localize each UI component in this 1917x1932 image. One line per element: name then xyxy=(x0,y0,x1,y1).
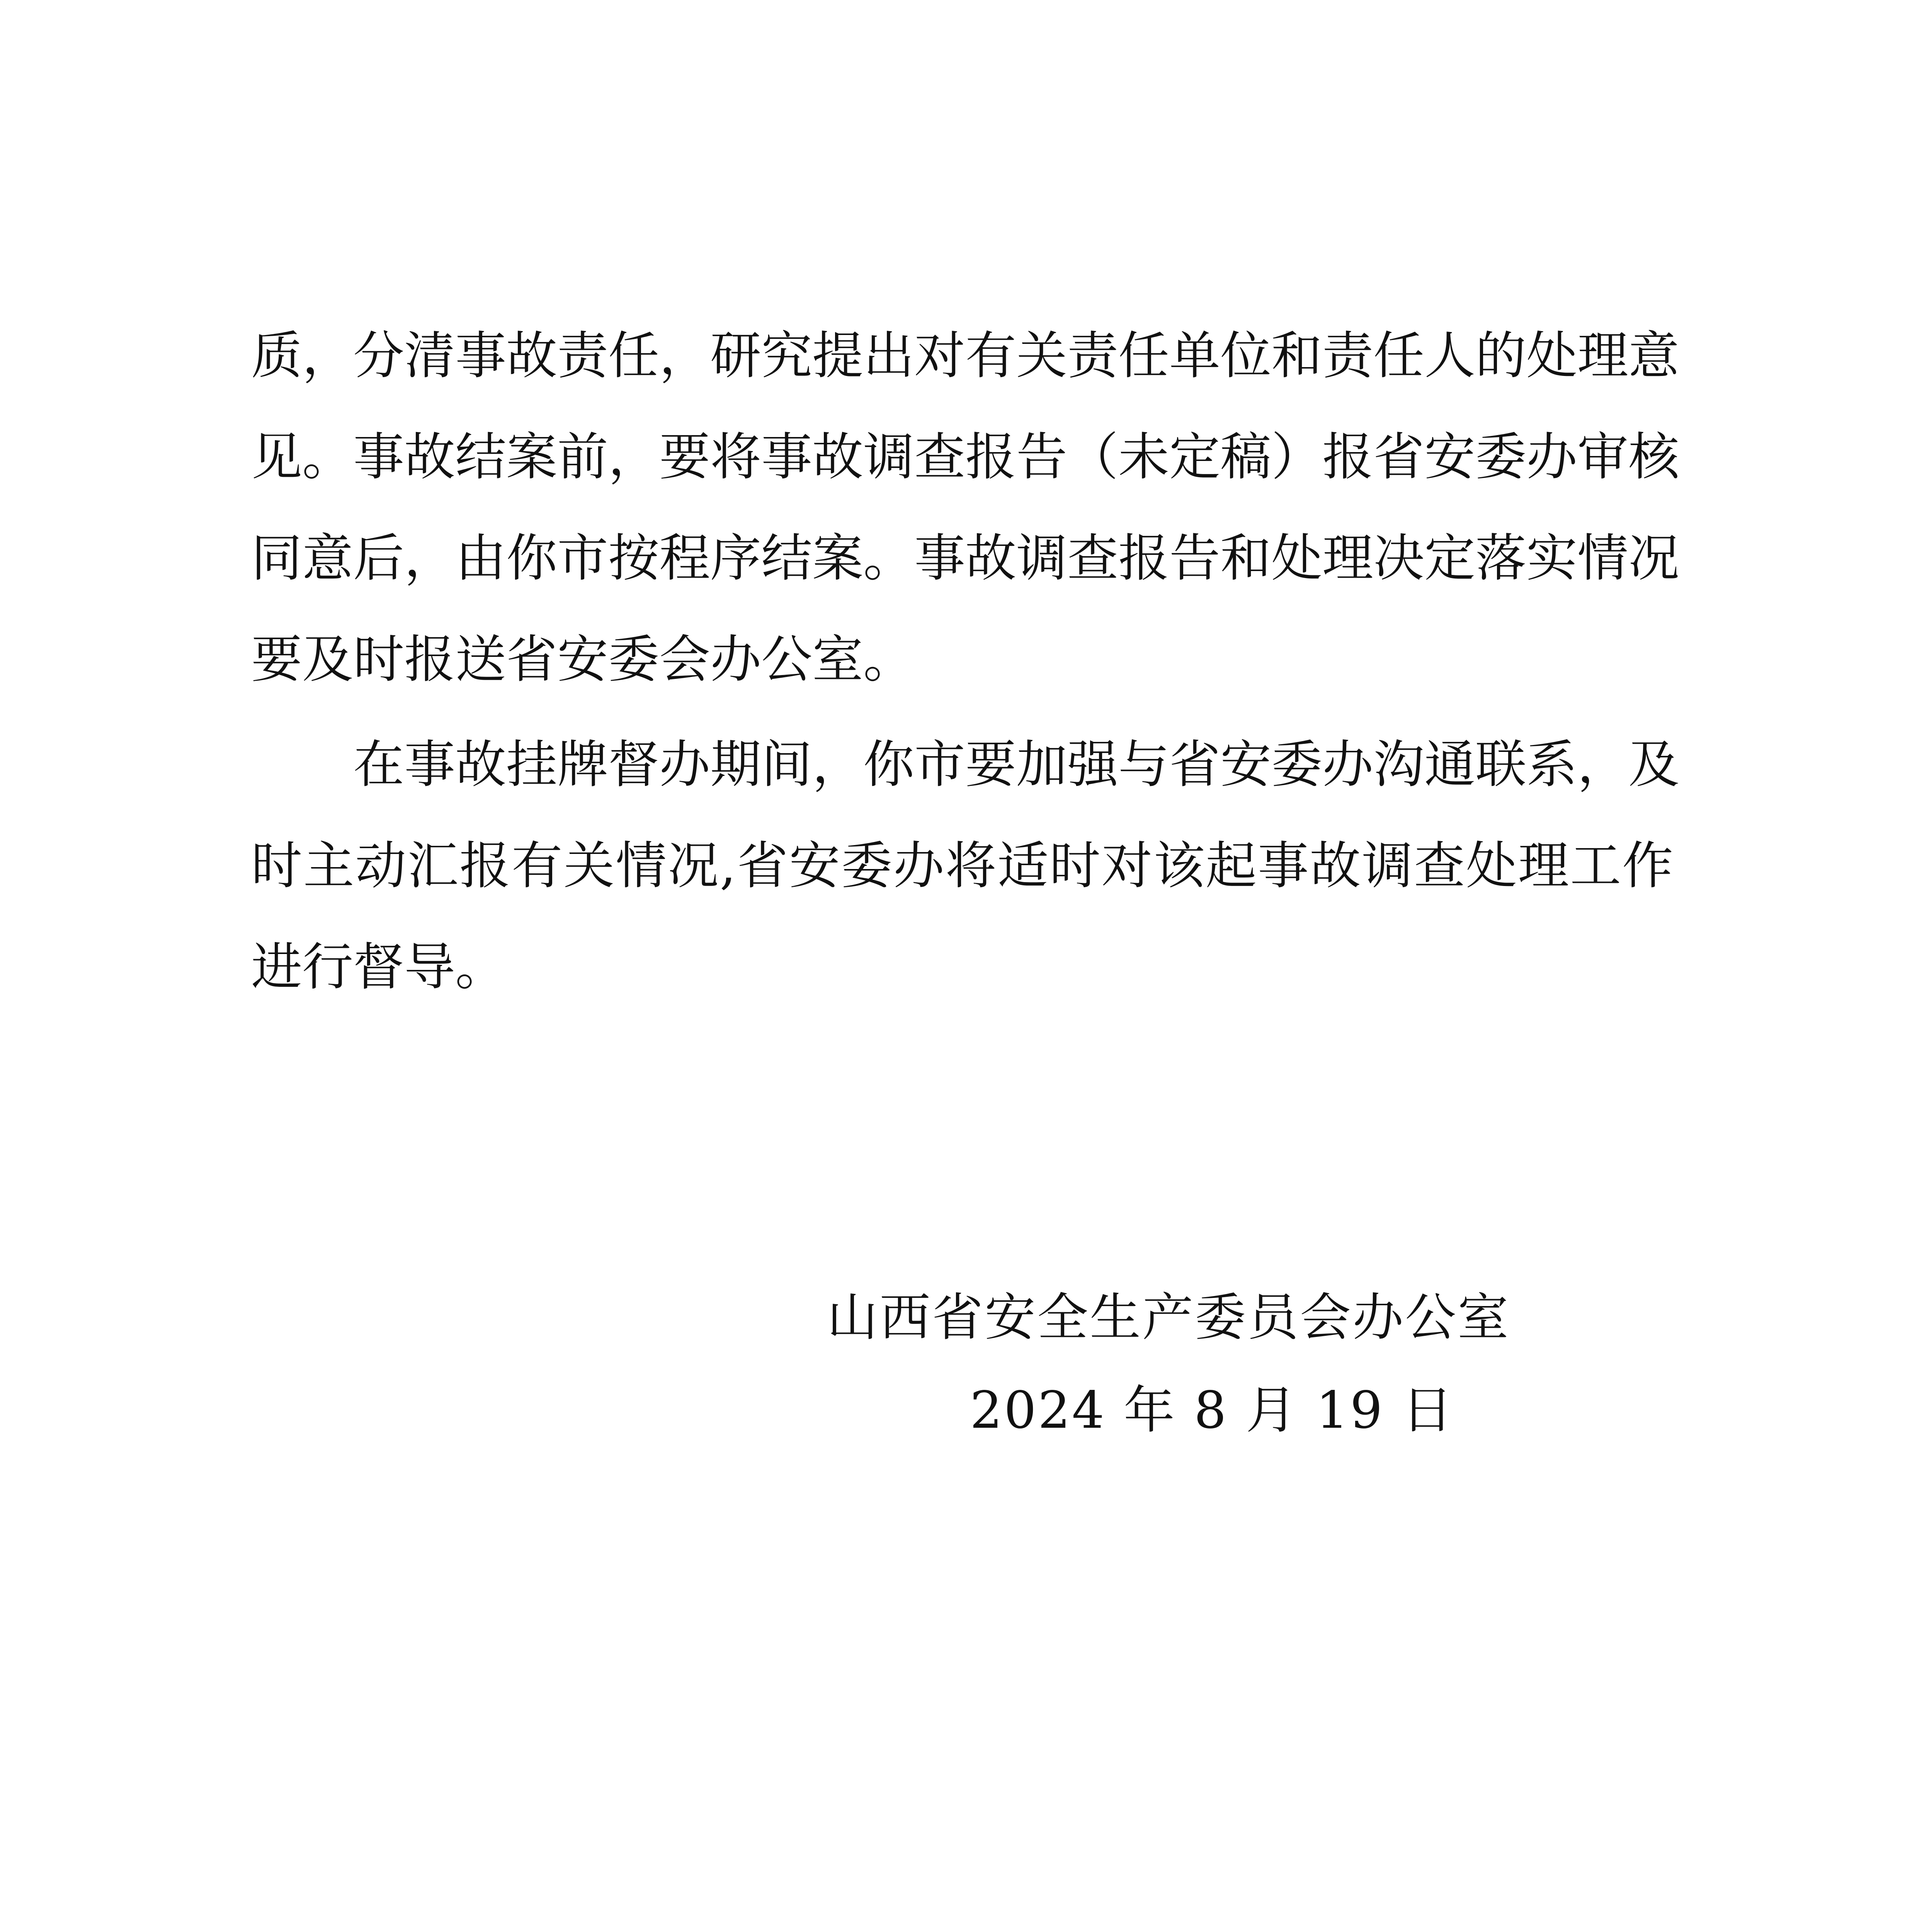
paragraph-line: 见。事故结案前，要将事故调查报告（未定稿）报省安委办审核 xyxy=(251,427,1679,487)
paragraph-line: 在事故挂牌督办期间，你市要加强与省安委办沟通联系，及 xyxy=(353,735,1679,794)
paragraph-line: 时主动汇报有关情况,省安委办将适时对该起事故调查处理工作 xyxy=(251,836,1673,896)
paragraph-1 xyxy=(251,305,1679,710)
paragraph-line: 进行督导。 xyxy=(251,937,506,997)
paragraph-gap xyxy=(251,710,1673,714)
issue-date: 2024 年 8 月 19 日 xyxy=(970,1381,1454,1440)
document-body xyxy=(251,305,1679,1018)
paragraph-line: 质，分清事故责任，研究提出对有关责任单位和责任人的处理意 xyxy=(251,326,1679,386)
paragraph-line: 同意后，由你市按程序结案。事故调查报告和处理决定落实情况 xyxy=(251,529,1679,588)
paragraph-line: 要及时报送省安委会办公室。 xyxy=(251,630,914,689)
signature-block xyxy=(827,1271,1515,1457)
paragraph-2 xyxy=(251,714,1679,1018)
issuing-organization: 山西省安全生产委员会办公室 xyxy=(827,1288,1510,1347)
